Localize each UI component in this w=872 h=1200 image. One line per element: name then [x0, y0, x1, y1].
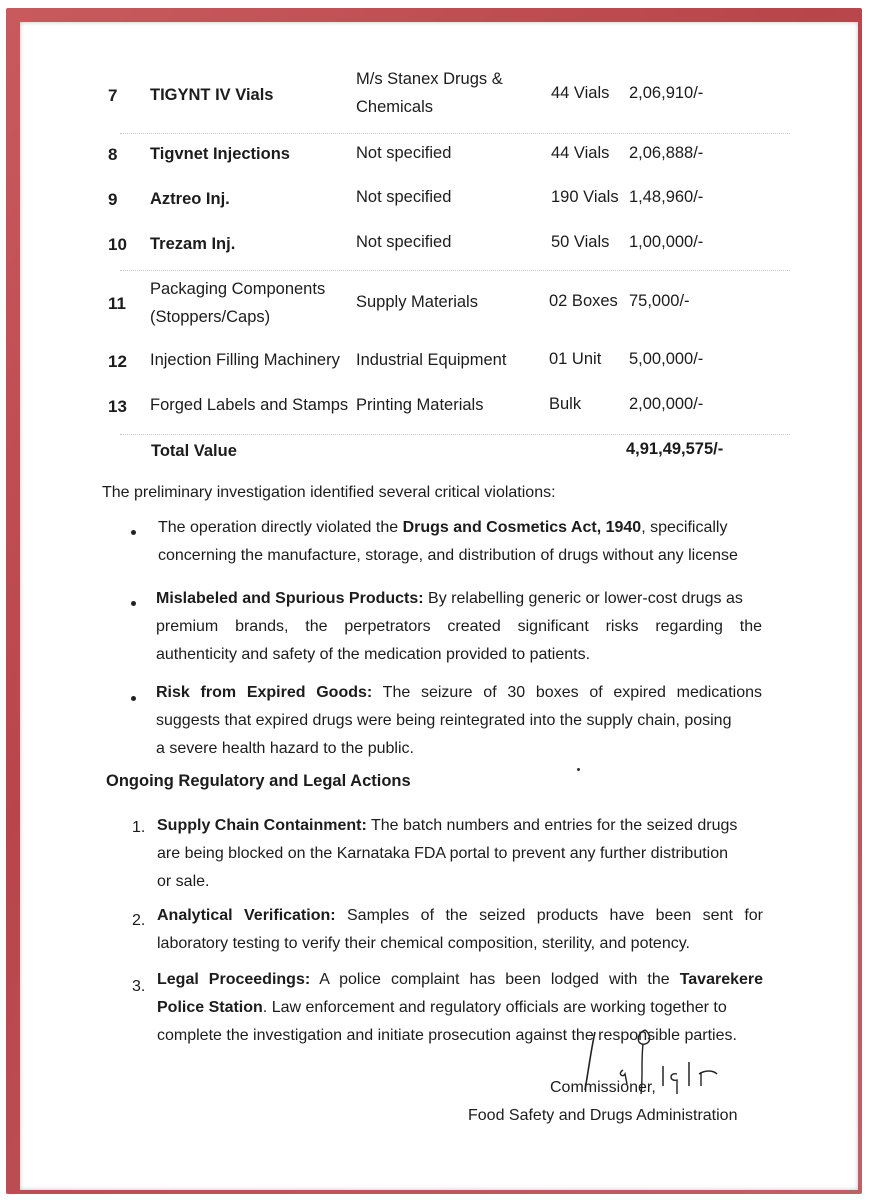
- value: 2,06,888/-: [629, 144, 704, 162]
- bullet-icon: [131, 696, 136, 701]
- bullet-icon: [131, 601, 136, 606]
- product-name: Injection Filling Machinery: [150, 351, 340, 369]
- document-page: [20, 22, 858, 1190]
- violation-lead: The operation directly violated the: [158, 519, 403, 536]
- station-name: Police Station: [157, 999, 263, 1016]
- product-name: Tigvnet Injections: [150, 145, 290, 163]
- supplier: M/s Stanex Drugs &: [356, 70, 503, 88]
- violation-text: , specifically: [641, 519, 728, 536]
- violation-text: The seizure of 30 boxes of expired medications: [372, 684, 762, 701]
- product-name: (Stoppers/Caps): [150, 308, 271, 326]
- row-number: 12: [108, 352, 127, 371]
- signatory-department: Food Safety and Drugs Administration: [468, 1107, 738, 1124]
- value: 5,00,000/-: [629, 350, 704, 368]
- product-name: Aztreo Inj.: [150, 190, 230, 208]
- list-number: 1.: [132, 819, 146, 836]
- supplier: Chemicals: [356, 98, 434, 116]
- value: 75,000/-: [629, 292, 690, 310]
- action-title: Analytical Verification:: [157, 907, 336, 924]
- violation-text: concerning the manufacture, storage, and distribution of drugs without any license: [158, 547, 738, 564]
- product-name: Forged Labels and Stamps: [150, 396, 349, 414]
- action-text: complete the investigation and initiate prosecution against the responsible parties.: [157, 1027, 737, 1044]
- action-title: Legal Proceedings:: [157, 971, 311, 988]
- action-text: . Law enforcement and regulatory officials are working together to: [262, 999, 727, 1016]
- action-text: are being blocked on the Karnataka FDA portal to prevent any further distribution: [157, 845, 729, 862]
- product-name: Packaging Components: [150, 280, 326, 298]
- supplier: Printing Materials: [356, 396, 484, 414]
- value: 2,00,000/-: [629, 395, 704, 413]
- ink-speck: [577, 768, 580, 771]
- intro-text: The preliminary investigation identified several critical violations:: [102, 484, 556, 501]
- quantity: 01 Unit: [549, 350, 602, 368]
- value: 2,06,910/-: [629, 84, 704, 102]
- row-number: 10: [108, 235, 127, 254]
- supplier: Supply Materials: [356, 293, 478, 311]
- violation-text: suggests that expired drugs were being reintegrated into the supply chain, posing: [156, 712, 732, 729]
- row-number: 13: [108, 397, 127, 416]
- violation-text: premium brands, the perpetrators created significant risks regarding the: [156, 618, 762, 635]
- total-label: Total Value: [151, 442, 237, 460]
- violation-title: Mislabeled and Spurious Products:: [156, 590, 424, 607]
- supplier: Not specified: [356, 233, 452, 251]
- total-value: 4,91,49,575/-: [626, 440, 724, 458]
- supplier: Not specified: [356, 188, 452, 206]
- value: 1,48,960/-: [629, 188, 704, 206]
- quantity: 02 Boxes: [549, 292, 618, 310]
- action-text: laboratory testing to verify their chemical composition, sterility, and potency.: [157, 935, 690, 952]
- action-text: The batch numbers and entries for the seized drugs: [366, 817, 738, 834]
- action-text: or sale.: [157, 873, 210, 890]
- station-name: Tavarekere: [679, 971, 764, 988]
- list-number: 3.: [132, 978, 146, 995]
- row-number: 7: [108, 86, 118, 105]
- supplier: Industrial Equipment: [356, 351, 507, 369]
- signatory-title: Commissioner,: [550, 1079, 656, 1096]
- row-divider: [120, 270, 790, 271]
- action-text: Samples of the seized products have been sent for: [335, 907, 764, 924]
- product-name: Trezam Inj.: [150, 235, 236, 253]
- violation-act: Drugs and Cosmetics Act, 1940: [402, 519, 642, 536]
- violation-text: a severe health hazard to the public.: [156, 740, 414, 757]
- product-name: TIGYNT IV Vials: [150, 86, 274, 104]
- violation-text: authenticity and safety of the medication provided to patients.: [156, 646, 591, 663]
- quantity: Bulk: [549, 395, 582, 413]
- page-border: [6, 8, 862, 1194]
- list-number: 2.: [132, 912, 146, 929]
- quantity: 50 Vials: [551, 233, 610, 251]
- action-title: Supply Chain Containment:: [157, 817, 367, 834]
- action-text: A police complaint has been lodged with the: [310, 971, 680, 988]
- bullet-icon: [131, 530, 136, 535]
- quantity: 44 Vials: [551, 84, 610, 102]
- value: 1,00,000/-: [629, 233, 704, 251]
- supplier: Not specified: [356, 144, 452, 162]
- row-divider: [120, 133, 790, 134]
- section-heading: Ongoing Regulatory and Legal Actions: [106, 772, 411, 790]
- row-number: 9: [108, 190, 118, 209]
- quantity: 44 Vials: [551, 144, 610, 162]
- violation-text: By relabelling generic or lower-cost drugs as: [423, 590, 743, 607]
- quantity: 190 Vials: [551, 188, 619, 206]
- row-divider: [120, 434, 790, 435]
- row-number: 11: [108, 294, 126, 313]
- violation-title: Risk from Expired Goods:: [156, 684, 373, 701]
- row-number: 8: [108, 145, 118, 164]
